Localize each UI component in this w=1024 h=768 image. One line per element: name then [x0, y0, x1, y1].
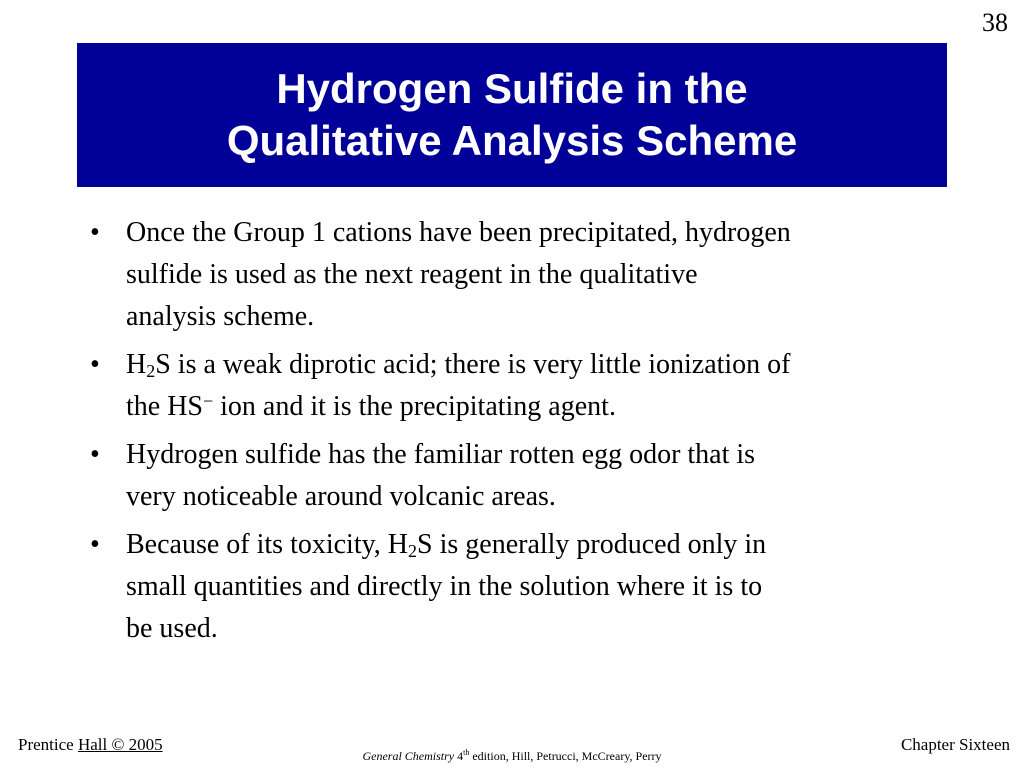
bullet-marker: • — [90, 349, 100, 380]
footer-edition-suffix: th — [463, 748, 470, 757]
bullet-item — [84, 434, 944, 518]
bullet-text — [126, 344, 944, 428]
footer-publisher-prefix: Prentice — [18, 735, 78, 754]
bullet-text — [126, 524, 944, 650]
formula-subscript: 2 — [146, 361, 156, 381]
charge-superscript: − — [203, 391, 214, 411]
slide-title-line-1: Hydrogen Sulfide in the — [276, 65, 748, 112]
bullet-marker: • — [90, 529, 100, 560]
bullet-line: the HS — [126, 391, 203, 422]
formula-subscript: 2 — [408, 541, 418, 561]
bullet-item — [84, 344, 944, 428]
bullet-text — [126, 212, 944, 338]
footer-chapter: Chapter Sixteen — [900, 735, 1010, 754]
bullet-line: small quantities and directly in the solution where it is to — [126, 571, 763, 602]
footer-book-credit — [0, 749, 1024, 764]
footer-authors: edition, Hill, Petrucci, McCreary, Perry — [469, 749, 662, 763]
slide-title-line-2: Qualitative Analysis Scheme — [226, 117, 798, 164]
bullet-line: ion and it is the precipitating agent. — [213, 391, 616, 422]
bullet-item — [84, 212, 944, 338]
bullet-marker: • — [90, 439, 100, 470]
bullet-line: analysis scheme. — [126, 301, 315, 332]
slide-number: 38 — [982, 8, 1008, 37]
bullet-line: sulfide is used as the next reagent in the qualitative — [126, 259, 698, 290]
bullet-line: Hydrogen sulfide has the familiar rotten egg odor that is — [126, 439, 756, 470]
formula-h: H — [126, 349, 147, 380]
bullet-line: Once the Group 1 cations have been precipitated, hydrogen — [126, 217, 791, 248]
bullet-line: S is a weak diprotic acid; there is very little ionization of — [155, 349, 791, 380]
bullet-text — [126, 434, 944, 518]
title-banner — [77, 43, 947, 187]
footer-book-title: General Chemistry — [362, 749, 455, 763]
footer-publisher-link[interactable]: Hall © 2005 — [77, 735, 163, 754]
bullet-item — [84, 524, 944, 650]
footer-edition-number: 4 — [457, 749, 464, 763]
bullet-line: Because of its toxicity, H — [126, 529, 409, 560]
bullet-list — [84, 212, 944, 656]
bullet-line: very noticeable around volcanic areas. — [126, 481, 556, 512]
bullet-line: be used. — [126, 613, 218, 644]
bullet-line: S is generally produced only in — [417, 529, 767, 560]
bullet-marker: • — [90, 217, 100, 248]
